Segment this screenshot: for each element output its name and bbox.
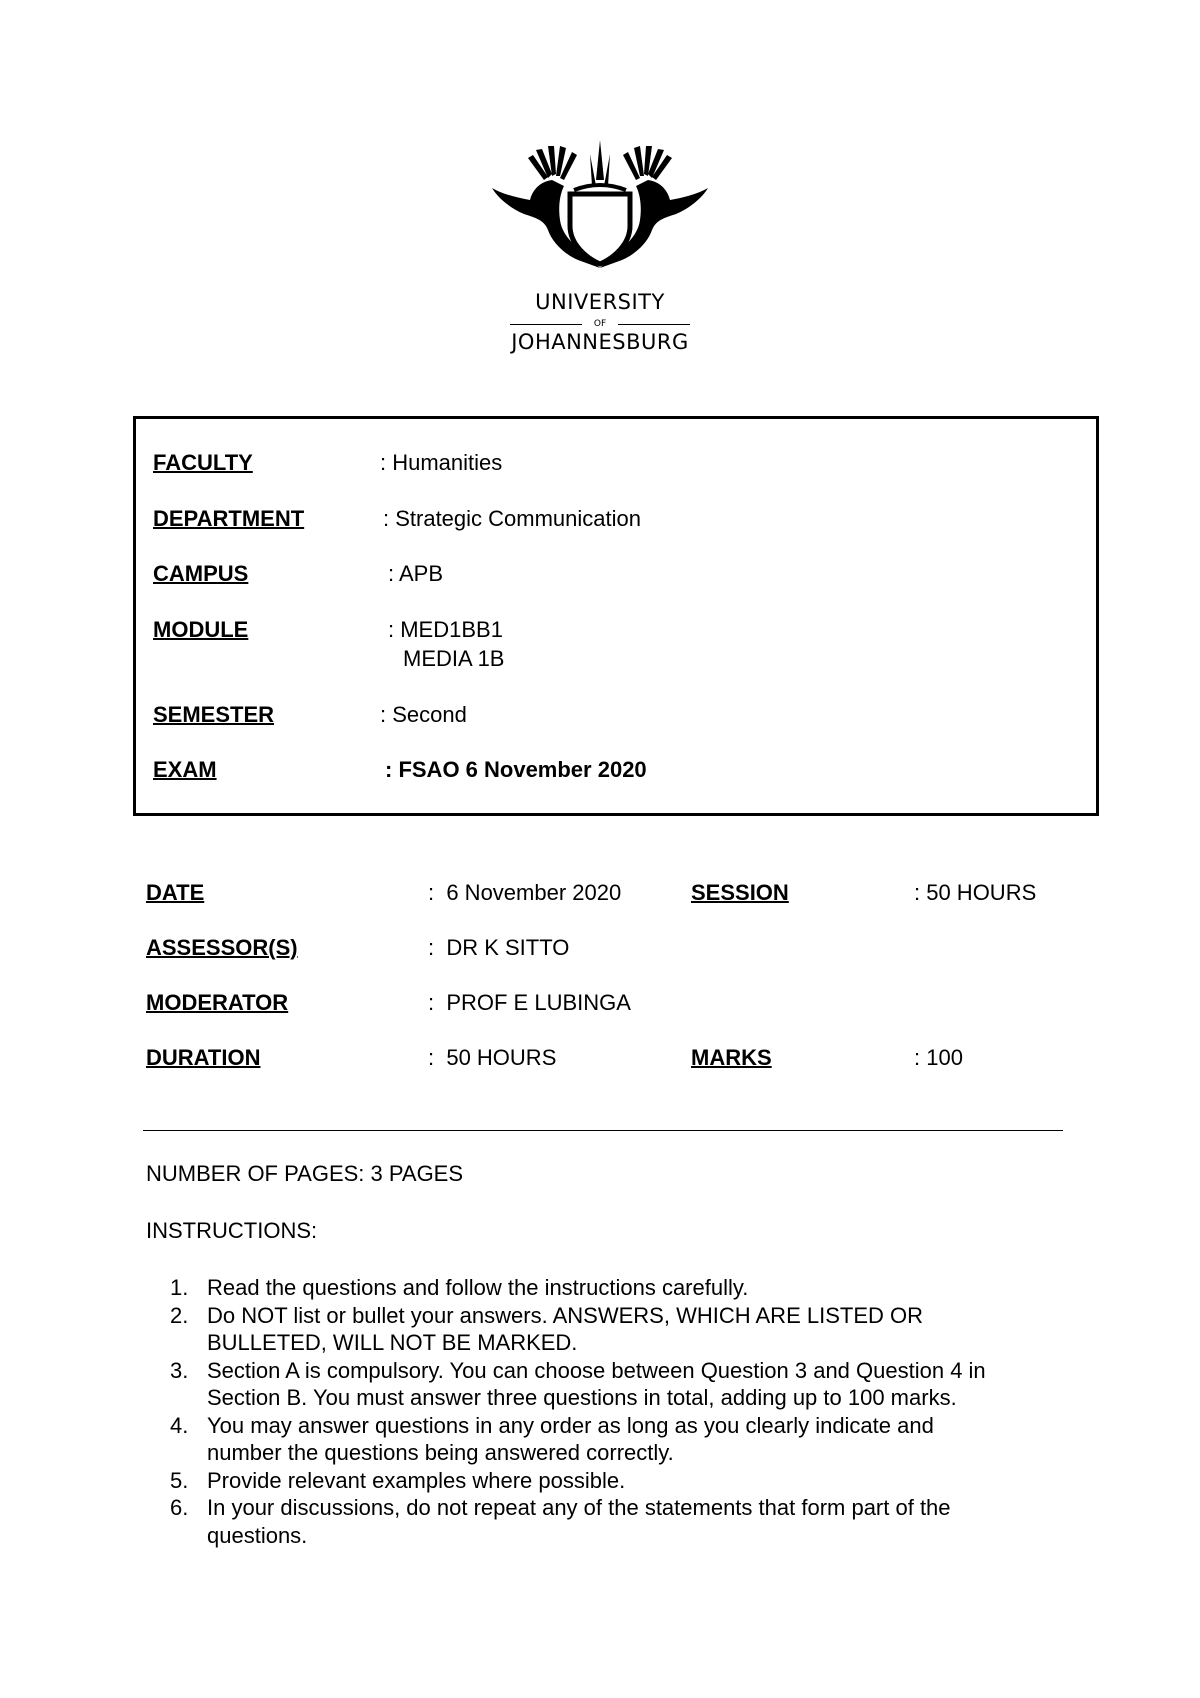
instruction-text-line: Do NOT list or bullet your answers. ANSWERS, WHICH ARE LISTED OR	[207, 1302, 923, 1328]
instructions-heading: INSTRUCTIONS:	[146, 1218, 318, 1243]
logo-text-johannesburg: JOHANNESBURG	[511, 330, 689, 354]
moderator-value: : PROF E LUBINGA	[428, 990, 631, 1015]
assessors-value: : DR K SITTO	[428, 935, 570, 960]
instruction-number: 4.	[170, 1412, 189, 1438]
department-value: : Strategic Communication	[383, 506, 641, 531]
date-label: DATE	[146, 880, 205, 905]
module-label: MODULE	[153, 617, 249, 642]
instruction-text-line: Provide relevant examples where possible.	[207, 1467, 626, 1493]
instruction-number: 1.	[170, 1275, 189, 1300]
instruction-item	[170, 1467, 1100, 1495]
exam-header-box	[133, 416, 1099, 816]
campus-value: : APB	[388, 561, 444, 586]
instruction-number: 2.	[170, 1302, 189, 1328]
number-of-pages: NUMBER OF PAGES: 3 PAGES	[146, 1161, 464, 1186]
date-value: : 6 November 2020	[428, 880, 622, 905]
logo-text-university: UNIVERSITY	[535, 290, 665, 314]
instruction-text-line: Section A is compulsory. You can choose between Question 3 and Question 4 in	[207, 1357, 986, 1383]
moderator-label: MODERATOR	[146, 990, 289, 1015]
module-code-value: : MED1BB1	[388, 617, 503, 642]
instruction-text-line: You may answer questions in any order as long as you clearly indicate and	[207, 1412, 934, 1438]
instructions-list	[170, 1274, 1100, 1549]
instruction-text-line: BULLETED, WILL NOT BE MARKED.	[207, 1330, 578, 1355]
instruction-item	[170, 1494, 1100, 1549]
instruction-item	[170, 1412, 1100, 1467]
duration-value: : 50 HOURS	[428, 1045, 557, 1070]
faculty-label: FACULTY	[153, 450, 253, 475]
university-logo	[488, 140, 712, 360]
instruction-text-line: questions.	[207, 1522, 308, 1548]
exam-value: : FSAO 6 November 2020	[385, 757, 647, 782]
assessors-label: ASSESSOR(S)	[146, 935, 298, 960]
divider	[143, 1130, 1063, 1131]
session-value: : 50 HOURS	[914, 880, 1037, 905]
instruction-number: 3.	[170, 1357, 189, 1383]
campus-label: CAMPUS	[153, 561, 249, 586]
session-label: SESSION	[691, 880, 789, 905]
instruction-text-line: Read the questions and follow the instructions carefully.	[207, 1275, 749, 1300]
logo-text-of: OF	[593, 319, 607, 329]
department-label: DEPARTMENT	[153, 506, 305, 531]
logo-rule-right	[618, 324, 690, 325]
instruction-text-line: In your discussions, do not repeat any of the statements that form part of the	[207, 1495, 951, 1520]
logo-of-row	[510, 317, 690, 331]
marks-value: : 100	[914, 1045, 963, 1070]
instruction-text-line: number the questions being answered correctly.	[207, 1440, 674, 1465]
exam-label: EXAM	[153, 757, 217, 782]
instruction-text-line: Section B. You must answer three questions in total, adding up to 100 marks.	[207, 1385, 957, 1410]
duration-label: DURATION	[146, 1045, 261, 1070]
faculty-value: : Humanities	[380, 450, 503, 475]
instruction-item	[170, 1302, 1100, 1357]
instruction-item	[170, 1274, 1100, 1302]
marks-label: MARKS	[691, 1045, 772, 1070]
semester-label: SEMESTER	[153, 702, 275, 727]
instruction-number: 6.	[170, 1495, 189, 1520]
crest-icon	[488, 140, 712, 280]
instruction-item	[170, 1357, 1100, 1412]
semester-value: : Second	[380, 702, 467, 727]
instruction-number: 5.	[170, 1467, 189, 1493]
module-name-value: MEDIA 1B	[403, 646, 505, 671]
